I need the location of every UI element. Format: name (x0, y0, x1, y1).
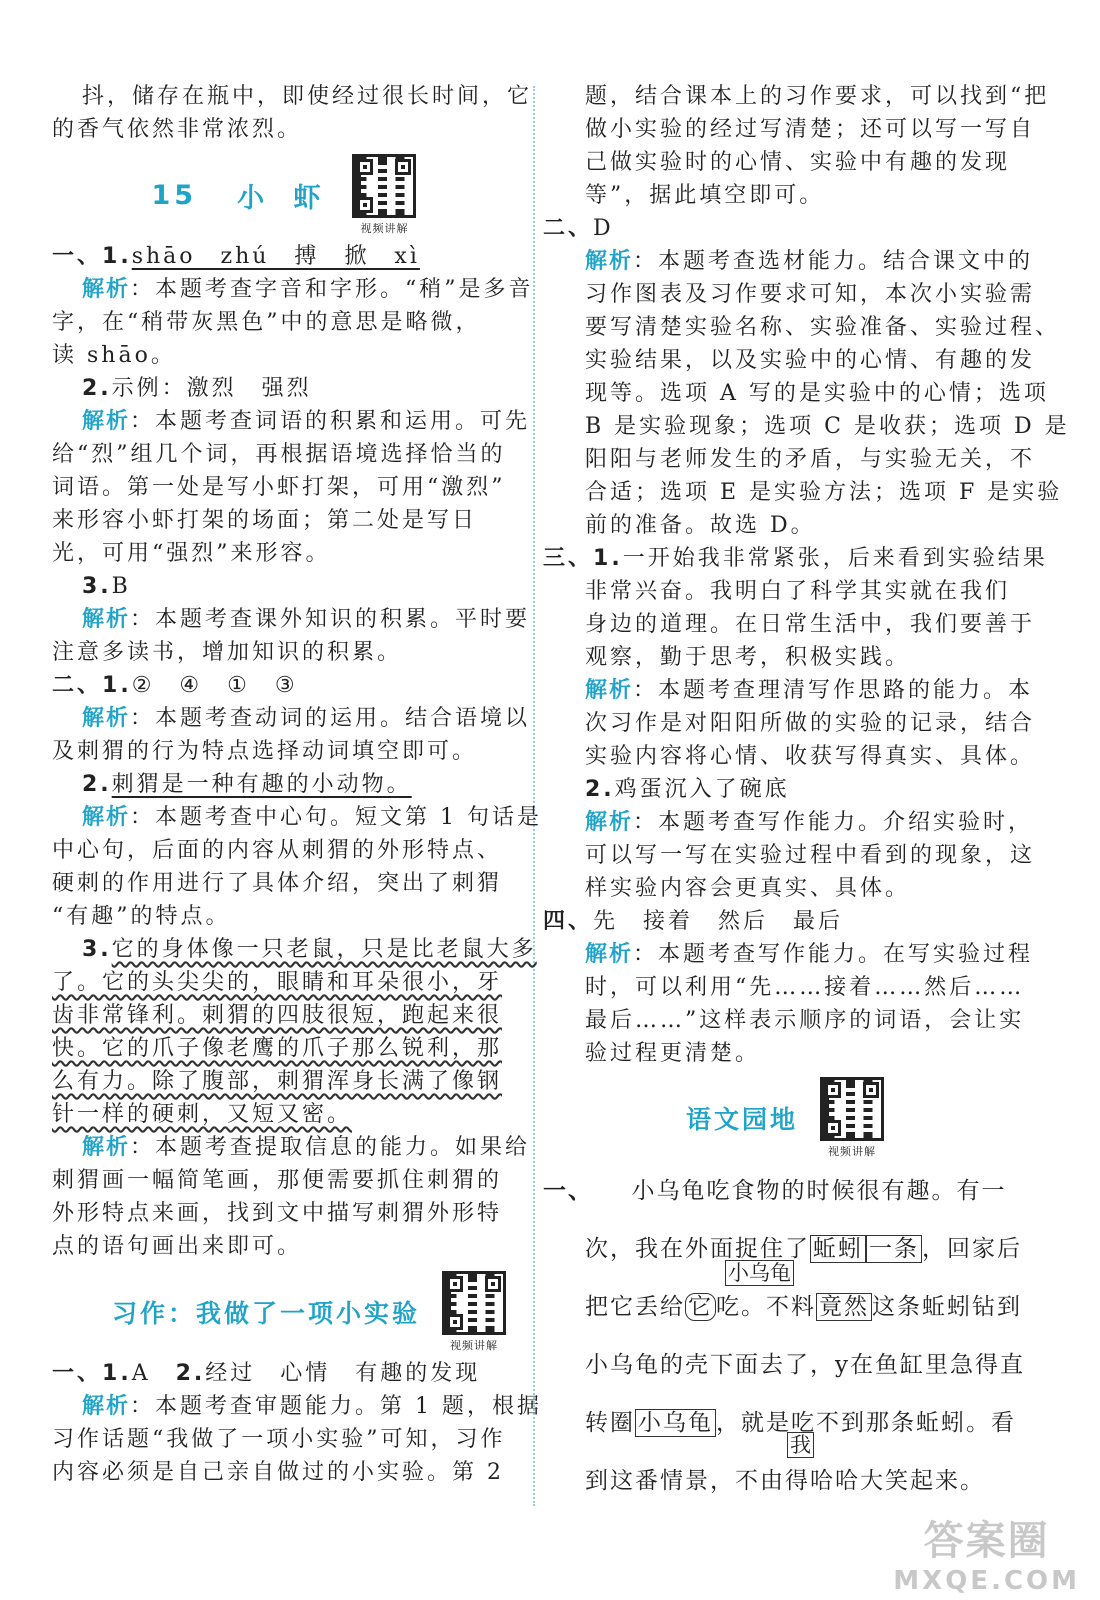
answer-line: 观察，勤于思考，积极实践。 (585, 645, 911, 670)
left-column (52, 80, 543, 1489)
watermark: 答案圈 MXQE.COM (893, 1518, 1080, 1596)
analysis-line: “有趣”的特点。 (52, 904, 231, 929)
answer-line: 针一样的硬刺，又短又密。 (52, 1102, 353, 1127)
analysis-line: 做小实验的经过写清楚；还可以写一写自 (585, 117, 1036, 142)
analysis-line: 解析：本题考查写作能力。介绍实验时， (585, 809, 1034, 835)
analysis-line: 内容必须是自己亲自做过的小实验。第 2 (52, 1460, 504, 1485)
analysis-line: 可以写一写在实验过程中看到的现象，这 (585, 843, 1036, 868)
analysis-line: 刺猬画一幅简笔画，那便需要抓住刺猬的 (52, 1168, 503, 1193)
qr-code-icon (442, 1271, 506, 1335)
insert-mark: 我 (787, 1432, 814, 1458)
answer-line: 2.刺猬是一种有趣的小动物。 (82, 772, 412, 797)
analysis-line: 解析：本题考查选材能力。结合课文中的 (585, 248, 1034, 274)
answer-line: 了。它的头尖尖的，眼睛和耳朵很小，牙 (52, 970, 503, 995)
answer-line: 3.它的身体像一只老鼠，只是比老鼠大多 (82, 937, 537, 962)
analysis-line: 等”，据此填空即可。 (585, 183, 825, 208)
lesson-title: 小 虾 (237, 182, 331, 214)
analysis-line: 解析：本题考查提取信息的能力。如果给 (82, 1134, 531, 1160)
answer-line: 三、1.一开始我非常紧张，后来看到实验结果 (543, 545, 1048, 571)
passage-line: 到这番情景，不由得哈哈大笑起来。 (585, 1468, 985, 1494)
analysis-line: 前的准备。故选 D。 (585, 513, 816, 538)
qr-code[interactable] (820, 1077, 884, 1159)
answer-line: 身边的道理。在日常生活中，我们要善于 (585, 612, 1036, 637)
answer-line: 3.B (82, 574, 131, 599)
analysis-line: 来形容小虾打架的场面；第二处是写日 (52, 508, 478, 533)
answer-line: 齿非常锋利。刺猬的四肢很短，跑起来很 (52, 1003, 503, 1028)
qr-caption: 视频讲解 (450, 1339, 499, 1352)
analysis-line: 词语。第一处是写小虾打架，可用“激烈” (52, 475, 506, 500)
analysis-line: 解析：本题考查审题能力。第 1 题，根据 (82, 1393, 543, 1419)
analysis-line: 习作话题“我做了一项小实验”可知，习作 (52, 1427, 506, 1452)
analysis-line: 给“烈”组几个词，再根据语境选择恰当的 (52, 442, 506, 467)
analysis-line: 合适；选项 E 是实验方法；选项 F 是实验 (585, 480, 1063, 505)
analysis-line: 解析：本题考查课外知识的积累。平时要 (82, 606, 531, 632)
analysis-line: 验过程更清楚。 (585, 1041, 761, 1066)
answer-line: 四、先 接着 然后 最后 (543, 908, 844, 934)
analysis-line: 硬刺的作用进行了具体介绍，突出了刺猬 (52, 871, 503, 896)
correction-passage (543, 1162, 1025, 1510)
analysis-line: 实验结果，以及实验中的心情、有趣的发 (585, 348, 1036, 373)
garden-heading (555, 1076, 1015, 1160)
analysis-line: 解析：本题考查理清写作思路的能力。本 (585, 677, 1034, 703)
analysis-line: 注意多读书，增加知识的积累。 (52, 640, 403, 665)
analysis-line: 现等。选项 A 写的是实验中的心情；选项 (585, 381, 1049, 406)
analysis-line: 样实验内容会更真实、具体。 (585, 876, 911, 901)
passage-line: 把它丢给 它 吃。不料 竟然 这条蚯蚓钻到 (585, 1294, 1022, 1320)
lesson-number: 15 (151, 179, 198, 211)
answer-line: 二、D (543, 215, 614, 241)
analysis-line: 习作图表及习作要求可知，本次小实验需 (585, 282, 1036, 307)
intro-line: 的香气依然非常浓烈。 (52, 117, 303, 142)
answer-line: 一、1.shāo zhú 搏 掀 xì (52, 243, 420, 269)
analysis-line: 实验内容将心情、收获写得真实、具体。 (585, 744, 1036, 769)
intro-line: 抖，储存在瓶中，即使经过很长时间，它 (82, 84, 533, 109)
analysis-line: 时，可以利用“先……接着……然后…… (585, 975, 1025, 1000)
analysis-line: 读 shāo。 (52, 343, 176, 368)
answer-line: 快。它的爪子像老鹰的爪子那么锐利，那 (52, 1036, 503, 1061)
analysis-line: 点的语句画出来即可。 (52, 1234, 303, 1259)
analysis-line: 题，结合课本上的习作要求，可以找到“把 (585, 84, 1050, 109)
analysis-line: 解析：本题考查动词的运用。结合语境以 (82, 705, 531, 731)
passage-line: 小乌龟的壳下面去了，y在鱼缸里急得直 (585, 1352, 1025, 1378)
analysis-line: 解析：本题考查字音和字形。“稍”是多音 (82, 276, 534, 302)
analysis-line: 字，在“稍带灰黑色”中的意思是略微， (52, 310, 481, 335)
qr-caption: 视频讲解 (828, 1145, 876, 1158)
analysis-line: 己做实验时的心情、实验中有趣的发现 (585, 150, 1011, 175)
answer-line: 二、1.② ④ ① ③ (52, 672, 298, 698)
analysis-line: 最后……”这样表示顺序的词语，会让实 (585, 1008, 1025, 1033)
answer-line: 非常兴奋。我明白了科学其实就在我们 (585, 579, 1011, 604)
analysis-line: 要写清楚实验名称、实验准备、实验过程、 (585, 315, 1061, 340)
xizuo-title: 习作：我做了一项小实验 (112, 1299, 421, 1328)
answer-line: 2.示例：激烈 强烈 (82, 376, 312, 401)
analysis-line: 及刺猬的行为特点选择动词填空即可。 (52, 739, 478, 764)
insert-mark: 小乌龟 (725, 1260, 794, 1286)
qr-code[interactable] (352, 154, 416, 236)
answer-line: 2.鸡蛋沉入了碗底 (585, 777, 790, 802)
qr-code-icon (820, 1077, 884, 1141)
analysis-line: 阳阳与老师发生的矛盾，与实验无关，不 (585, 447, 1036, 472)
analysis-line: B 是实验现象；选项 C 是收获；选项 D 是 (585, 414, 1070, 439)
qr-caption: 视频讲解 (360, 222, 409, 235)
analysis-line: 光，可用“强烈”来形容。 (52, 541, 331, 566)
analysis-line: 次习作是对阳阳所做的实验的记录，结合 (585, 711, 1036, 736)
qr-code[interactable] (442, 1271, 506, 1353)
analysis-line: 解析：本题考查词语的积累和运用。可先 (82, 408, 531, 434)
passage-line: 一、 小乌龟吃食物的时候很有趣。有一 (543, 1177, 1007, 1204)
qr-code-icon (352, 154, 416, 218)
answer-line: 一、1.A 2.经过 心情 有趣的发现 (52, 1360, 481, 1386)
right-column (543, 80, 1070, 1510)
answer-line: 么有力。除了腹部，刺猬浑身长满了像钢 (52, 1069, 503, 1094)
passage-line: 次，我在外面捉住了 蚯蚓 一条 ，回家后 (585, 1236, 1022, 1262)
analysis-line: 中心句，后面的内容从刺猬的外形特点、 (52, 838, 503, 863)
passage-line: 转圈 小乌龟 ，就是吃不到那条蚯蚓。看 (585, 1410, 1016, 1436)
garden-title: 语文园地 (685, 1105, 798, 1134)
analysis-line: 解析：本题考查写作能力。在写实验过程 (585, 941, 1034, 967)
analysis-line: 解析：本题考查中心句。短文第 1 句话是 (82, 804, 543, 830)
xizuo-heading (52, 1269, 516, 1355)
lesson-heading (52, 152, 516, 238)
analysis-line: 外形特点来画，找到文中描写刺猬外形特 (52, 1201, 503, 1226)
